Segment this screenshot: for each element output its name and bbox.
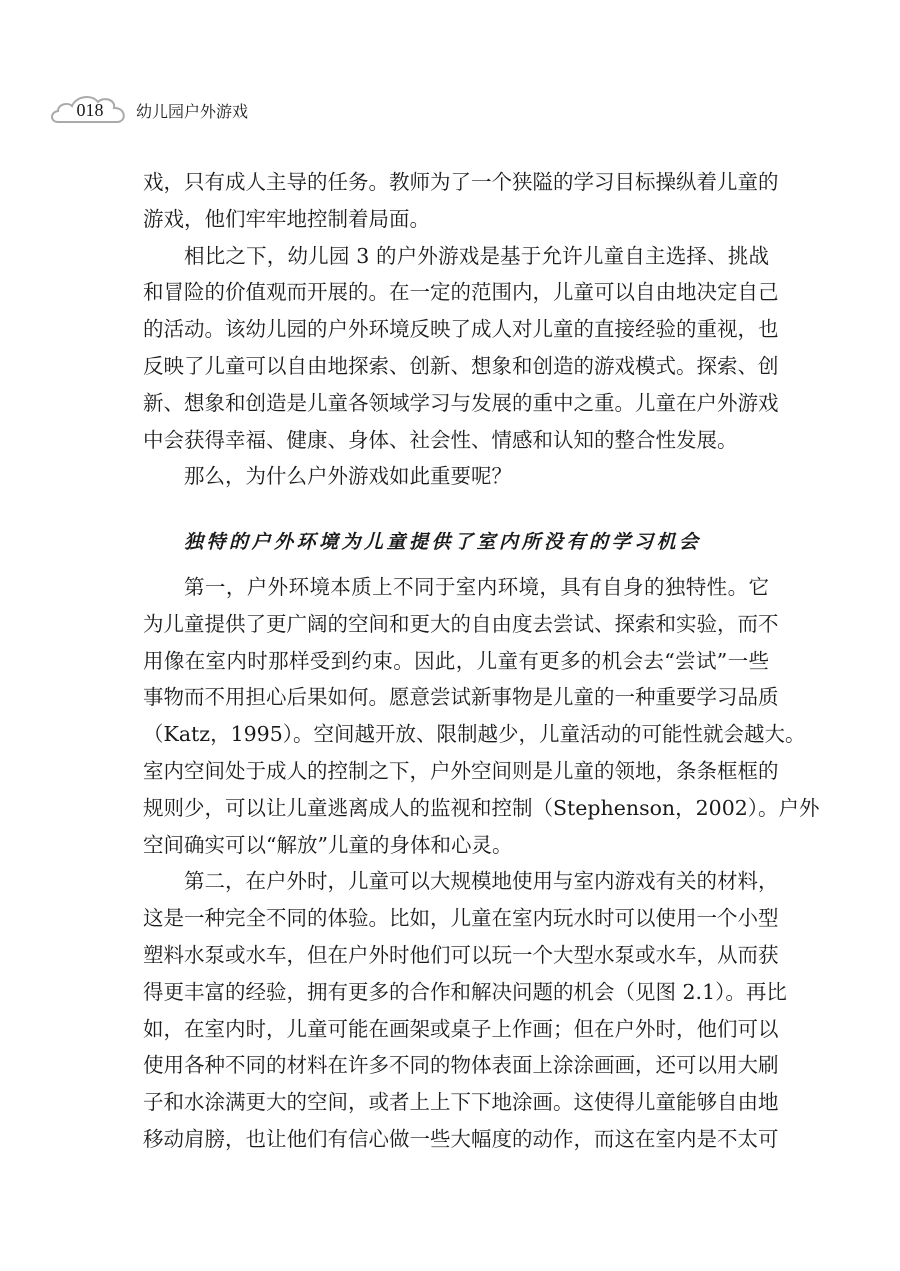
text-line: 如，在室内时，儿童可能在画架或桌子上作画；但在户外时，他们可以 <box>143 1016 779 1041</box>
text-line: 用像在室内时那样受到约束。因此，儿童有更多的机会去“尝试”一些 <box>143 648 769 673</box>
text-line: 中会获得幸福、健康、身体、社会性、情感和认知的整合性发展。 <box>143 427 738 452</box>
text-line: 第二，在户外时，儿童可以大规模地使用与室内游戏有关的材料， <box>184 869 779 894</box>
text-line: 反映了儿童可以自由地探索、创新、想象和创造的游戏模式。探索、创 <box>143 353 779 378</box>
text-line: 为儿童提供了更广阔的空间和更大的自由度去尝试、探索和实验，而不 <box>143 611 779 636</box>
text-line: 规则少，可以让儿童逃离成人的监视和控制（Stephenson，2002）。户外 <box>143 795 820 820</box>
text-line: 第一，户外环境本质上不同于室内环境，具有自身的独特性。它 <box>184 574 769 599</box>
text-line: 室内空间处于成人的控制之下，户外空间则是儿童的领地，条条框框的 <box>143 758 779 783</box>
text-line: 和冒险的价值观而开展的。在一定的范围内，儿童可以自由地决定自己 <box>143 280 779 305</box>
book-title: 幼儿园户外游戏 <box>136 101 249 121</box>
text-line: 子和水涂满更大的空间，或者上上下下地涂画。这使得儿童能够自由地 <box>143 1090 779 1115</box>
text-line: 塑料水泵或水车，但在户外时他们可以玩一个大型水泵或水车，从而获 <box>143 942 779 967</box>
section-heading: 独特的户外环境为儿童提供了室内所没有的学习机会 <box>184 531 702 554</box>
cloud-icon <box>50 92 130 128</box>
text-line: 游戏，他们牢牢地控制着局面。 <box>143 206 430 231</box>
text-line: 事物而不用担心后果如何。愿意尝试新事物是儿童的一种重要学习品质 <box>143 685 779 710</box>
text-line: 相比之下，幼儿园 3 的户外游戏是基于允许儿童自主选择、挑战 <box>184 243 769 268</box>
text-line: 戏，只有成人主导的任务。教师为了一个狭隘的学习目标操纵着儿童的 <box>143 170 779 194</box>
text-line: 新、想象和创造是儿童各领域学习与发展的重中之重。儿童在户外游戏 <box>143 390 779 415</box>
page-body <box>143 164 820 1158</box>
text-line: 移动肩膀，也让他们有信心做一些大幅度的动作，而这在室内是不太可 <box>143 1126 779 1151</box>
text-line: 空间确实可以“解放”儿童的身体和心灵。 <box>143 832 513 857</box>
text-line: 这是一种完全不同的体验。比如，儿童在室内玩水时可以使用一个小型 <box>143 906 779 931</box>
text-line: 那么，为什么户外游戏如此重要呢？ <box>184 464 512 489</box>
running-header <box>50 90 248 130</box>
page-number: 018 <box>76 100 104 120</box>
text-line: 的活动。该幼儿园的户外环境反映了成人对儿童的直接经验的重视，也 <box>143 317 779 342</box>
text-line: 使用各种不同的材料在许多不同的物体表面上涂涂画画，还可以用大刷 <box>143 1053 779 1078</box>
text-line: （Katz，1995）。空间越开放、限制越少，儿童活动的可能性就会越大。 <box>143 722 806 747</box>
text-line: 得更丰富的经验，拥有更多的合作和解决问题的机会（见图 2.1）。再比 <box>143 979 787 1004</box>
